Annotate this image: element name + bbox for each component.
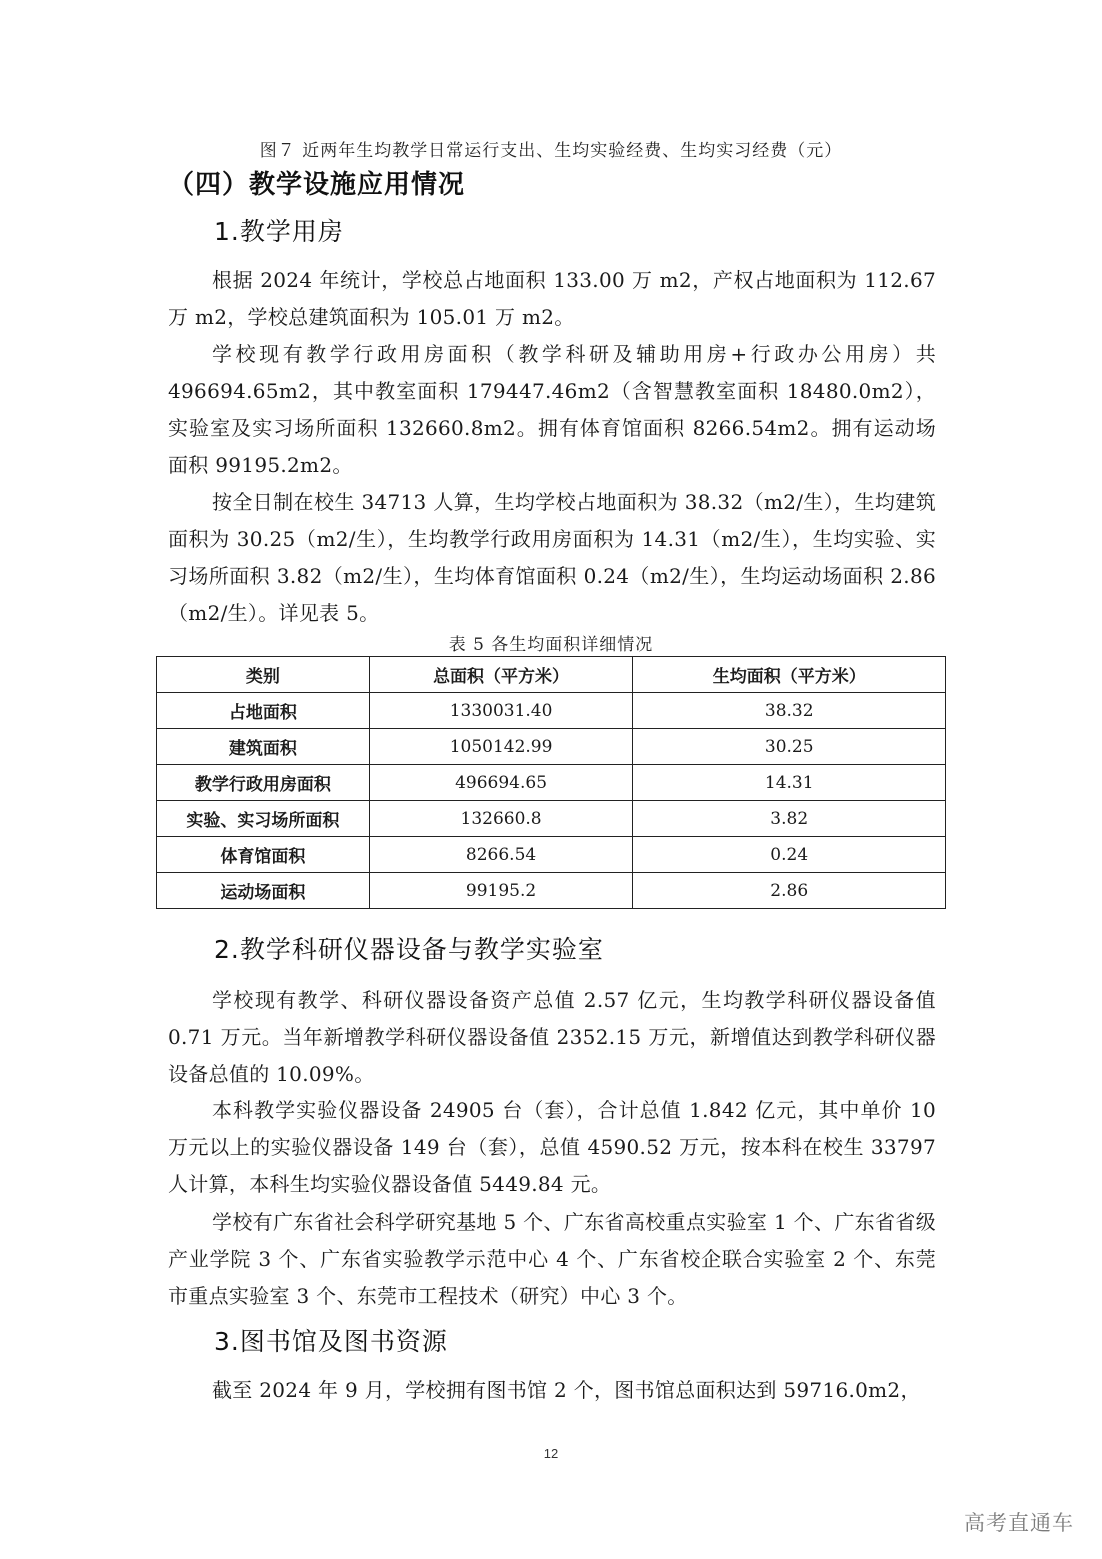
paragraph-building-area: 学校现有教学行政用房面积（教学科研及辅助用房+行政办公用房）共 496694.65m2，其中教室面积 179447.46m2（含智慧教室面积 18480.0m2），实验室及实习场所面积 132660.8m2。拥有体育馆面积 8266.54m2。拥有运动场面积 99195.2m2。 bbox=[168, 342, 936, 477]
row-total-area: 8266.54 bbox=[369, 837, 633, 873]
row-total-area: 1050142.99 bbox=[369, 729, 633, 765]
row-total-area: 496694.65 bbox=[369, 765, 633, 801]
subsection-heading-teaching-rooms: 1.教学用房 bbox=[214, 217, 344, 246]
paragraph-per-student-area: 按全日制在校生 34713 人算，生均学校占地面积为 38.32（m2/生），生均建筑面积为 30.25（m2/生），生均教学行政用房面积为 14.31（m2/生），生均实验、实习场所面积 3.82（m2/生），生均体育馆面积 0.24（m2/生），生均运动场面积 2.86（m2/生）。详见表 5。 bbox=[168, 490, 936, 625]
paragraph-lab-equipment: 本科教学实验仪器设备 24905 台（套），合计总值 1.842 亿元，其中单价 10 万元以上的实验仪器设备 149 台（套），总值 4590.52 万元，按本科在校生 33797 人计算，本科生均实验仪器设备值 5449.84 元。 bbox=[168, 1098, 936, 1196]
paragraph-research-bases: 学校有广东省社会科学研究基地 5 个、广东省高校重点实验室 1 个、广东省省级产业学院 3 个、广东省实验教学示范中心 4 个、广东省校企联合实验室 2 个、东莞市重点实验室 3 个、东莞市工程技术（研究）中心 3 个。 bbox=[168, 1210, 936, 1308]
row-per-student-area: 3.82 bbox=[633, 801, 946, 837]
row-per-student-area: 38.32 bbox=[633, 693, 946, 729]
row-per-student-area: 0.24 bbox=[633, 837, 946, 873]
table-header-row bbox=[157, 657, 946, 693]
paragraph-land-area: 根据 2024 年统计，学校总占地面积 133.00 万 m2，产权占地面积为 112.67 万 m2，学校总建筑面积为 105.01 万 m2。 bbox=[168, 268, 936, 329]
row-category: 教学行政用房面积 bbox=[157, 765, 370, 801]
row-per-student-area: 14.31 bbox=[633, 765, 946, 801]
table-row bbox=[157, 729, 946, 765]
header-category: 类别 bbox=[157, 657, 370, 693]
subsection-heading-library: 3.图书馆及图书资源 bbox=[214, 1327, 448, 1356]
row-total-area: 1330031.40 bbox=[369, 693, 633, 729]
paragraph-equipment-value: 学校现有教学、科研仪器设备资产总值 2.57 亿元，生均教学科研仪器设备值 0.71 万元。当年新增教学科研仪器设备值 2352.15 万元，新增值达到教学科研仪器设备总值的 10.09%。 bbox=[168, 988, 936, 1086]
row-per-student-area: 30.25 bbox=[633, 729, 946, 765]
watermark-text: 高考直通车 bbox=[964, 1511, 1074, 1535]
subsection-heading-equipment: 2.教学科研仪器设备与教学实验室 bbox=[214, 935, 604, 964]
row-category: 实验、实习场所面积 bbox=[157, 801, 370, 837]
row-category: 建筑面积 bbox=[157, 729, 370, 765]
row-category: 占地面积 bbox=[157, 693, 370, 729]
row-category: 体育馆面积 bbox=[157, 837, 370, 873]
table-row bbox=[157, 837, 946, 873]
row-category: 运动场面积 bbox=[157, 873, 370, 909]
figure-caption: 图７ 近两年生均教学日常运行支出、生均实验经费、生均实习经费（元） bbox=[259, 141, 843, 161]
row-per-student-area: 2.86 bbox=[633, 873, 946, 909]
page-number: 12 bbox=[543, 1446, 559, 1461]
section-heading: （四）教学设施应用情况 bbox=[168, 170, 466, 200]
table-row bbox=[157, 693, 946, 729]
table-caption: 表 5 各生均面积详细情况 bbox=[448, 635, 654, 655]
header-total-area: 总面积（平方米） bbox=[369, 657, 633, 693]
table-row bbox=[157, 873, 946, 909]
table-row bbox=[157, 801, 946, 837]
row-total-area: 99195.2 bbox=[369, 873, 633, 909]
row-total-area: 132660.8 bbox=[369, 801, 633, 837]
area-table bbox=[156, 656, 946, 909]
header-per-student-area: 生均面积（平方米） bbox=[633, 657, 946, 693]
paragraph-library: 截至 2024 年 9 月，学校拥有图书馆 2 个，图书馆总面积达到 59716.0m2， bbox=[212, 1378, 921, 1402]
table-row bbox=[157, 765, 946, 801]
